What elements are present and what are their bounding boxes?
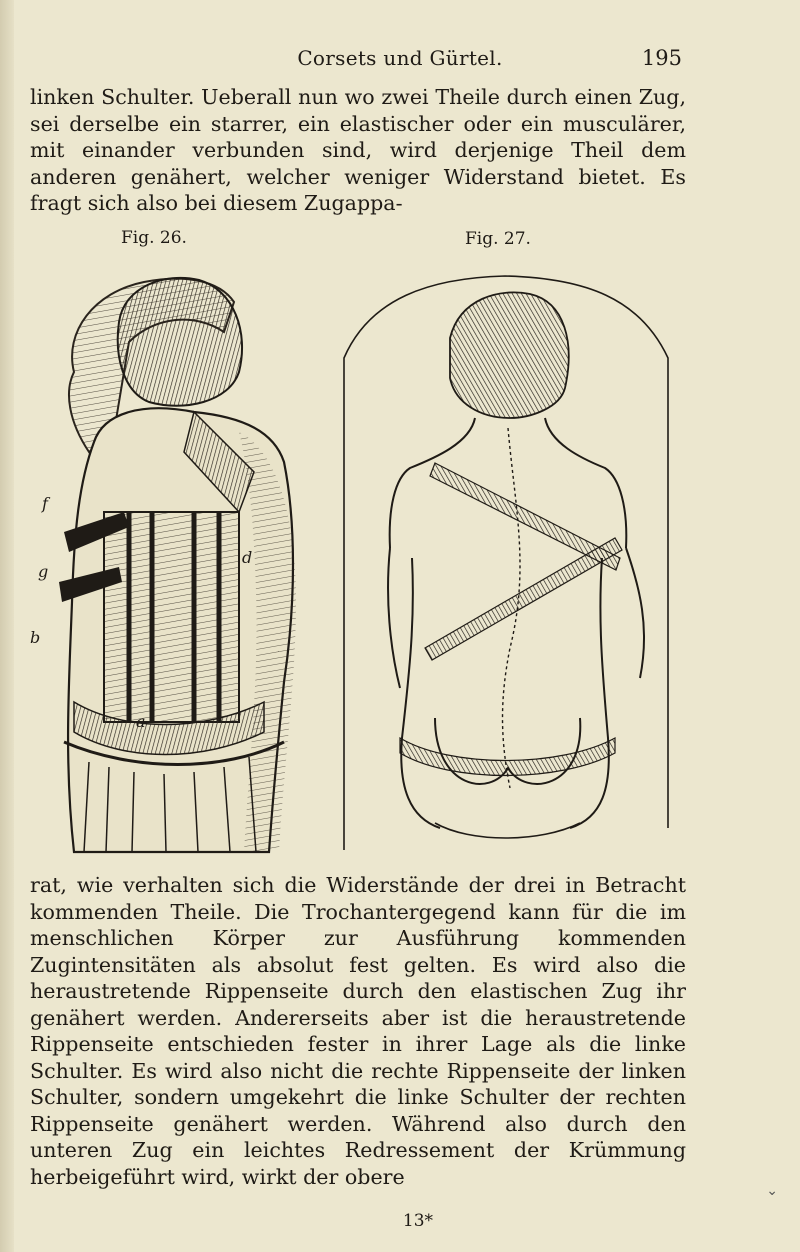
page-header: [0, 46, 800, 76]
figure-26-letter-d: d: [242, 548, 253, 567]
figure-27-drawing: [340, 268, 672, 850]
paragraph-bottom: [30, 872, 686, 1190]
paragraph-bottom-text: rat, wie verhalten sich die Widerstände der drei in Betracht kommenden Theile. Die Trochantergegend kann für die im menschlichen Körper zur Ausführung kommenden Zugintensitäten als absolut fest gelten. Es wird also die heraustretende Rippenseite durch den elastischen Zug ihr genähert werden. Andererseits aber ist die heraustretende Rippenseite entschieden fester in ihrer Lage als die linke Schulter. Es wird also nicht die rechte Rippenseite der linken Schulter, sondern umgekehrt die linke Schulter der rechten Rippenseite genähert werden. Während also durch den unteren Zug ein leichtes Redressement der Krümmung herbeigeführt wird, wirkt der obere: [30, 873, 686, 1189]
figure-27-caption: Fig. 27.: [465, 229, 531, 249]
figure-27-illustration: [340, 268, 672, 850]
figure-26-letter-b: b: [30, 628, 41, 647]
page-number: 195: [641, 46, 682, 70]
figure-26-letter-a: a: [136, 712, 146, 731]
figure-26-drawing: [34, 262, 340, 864]
figure-26-caption: Fig. 26.: [121, 228, 187, 248]
figure-26-illustration: [30, 262, 340, 864]
margin-mark: ⌄: [766, 1183, 778, 1199]
page-edge: [0, 0, 14, 1252]
paragraph-top: [30, 84, 686, 217]
paragraph-top-text: linken Schulter. Ueberall nun wo zwei Theile durch einen Zug, sei derselbe ein starrer, ein elastischer oder ein musculärer, mit einander verbunden sind, wird derjenige Theil dem anderen genähert, welcher weniger Widerstand bietet. Es fragt sich also bei diesem Zugappa-: [30, 85, 686, 215]
signature-mark: 13*: [402, 1211, 434, 1231]
running-title: Corsets und Gürtel.: [297, 46, 503, 70]
figure-26-letter-f: f: [42, 494, 48, 513]
figure-26-letter-g: g: [38, 562, 49, 581]
